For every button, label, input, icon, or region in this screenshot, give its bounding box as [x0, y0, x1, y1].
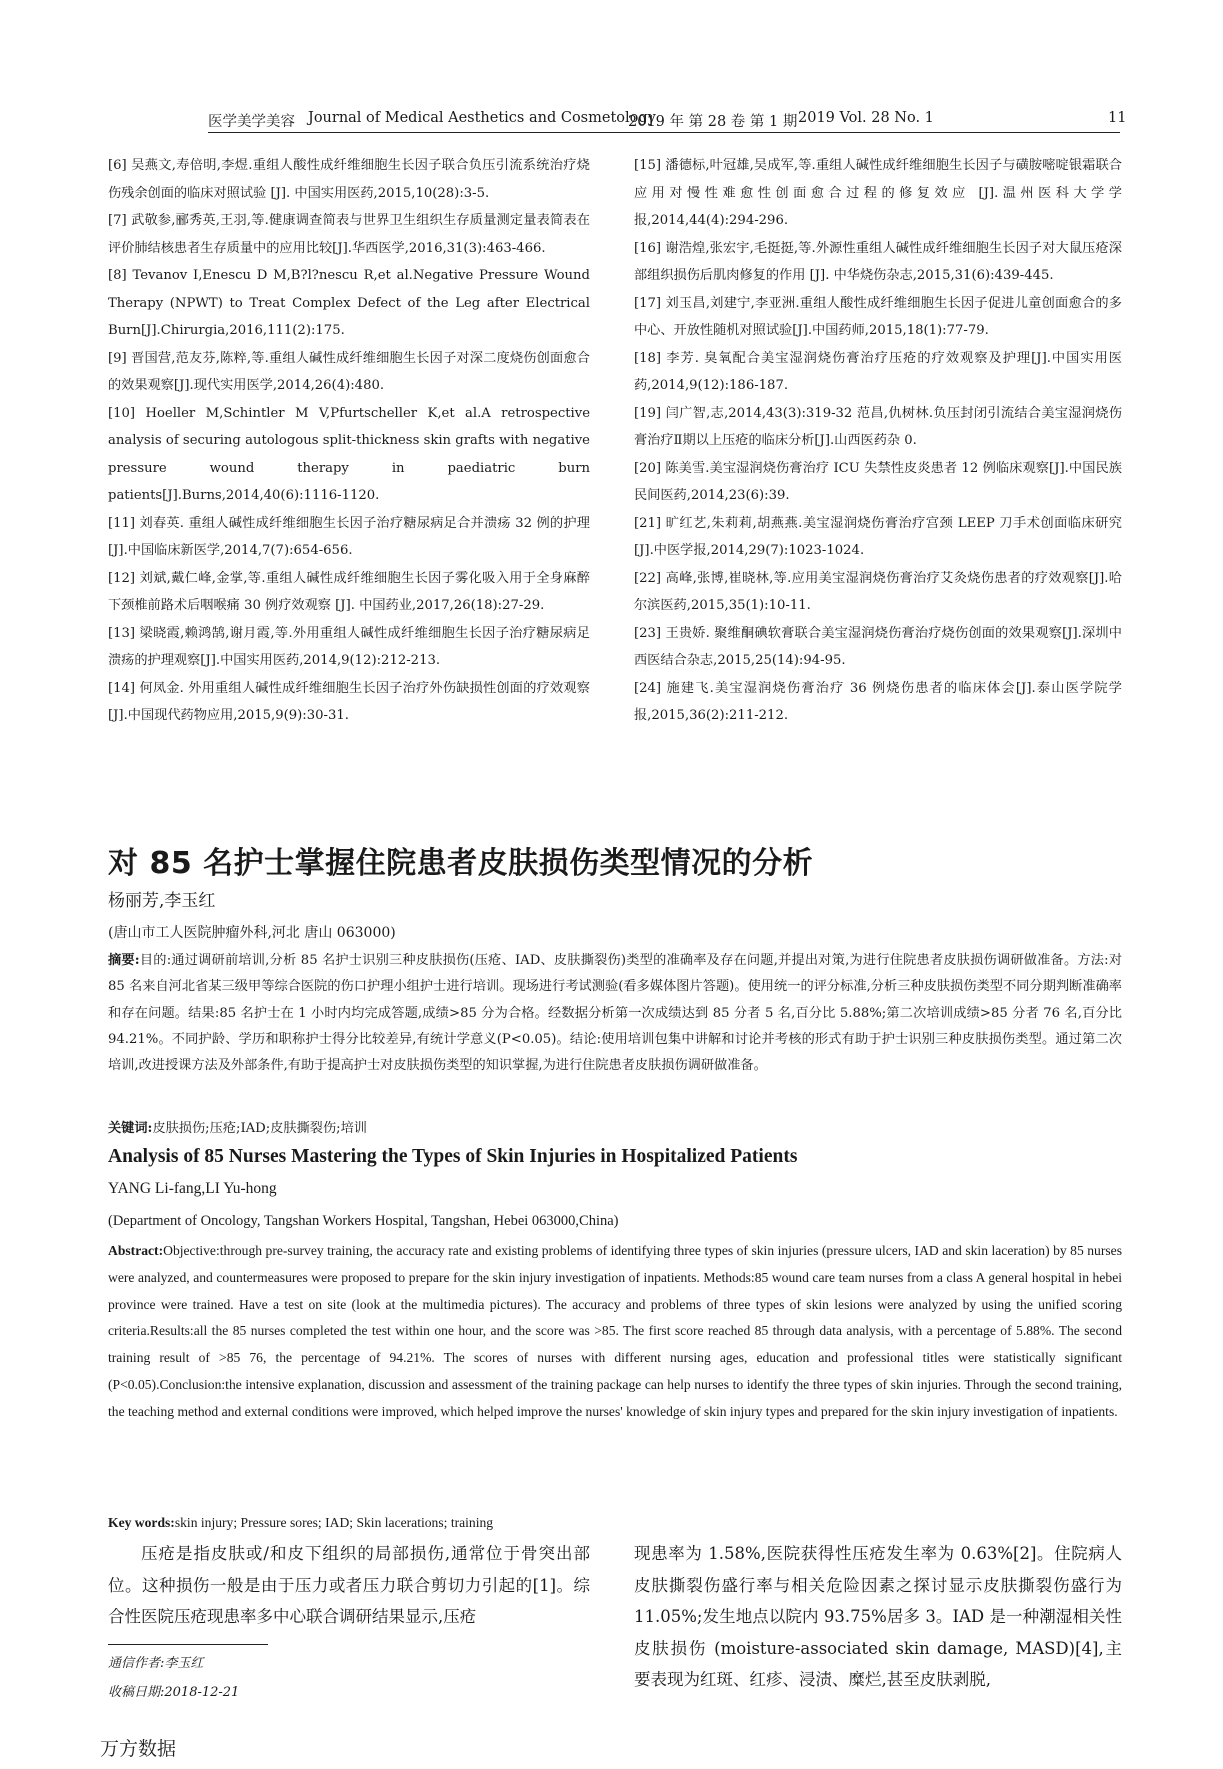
reference-item: [24] 施建飞.美宝湿润烧伤膏治疗 36 例烧伤患者的临床体会[J].泰山医学院学报,2015,36(2):211-212.	[634, 680, 1122, 723]
reference-item: [10] Hoeller M,Schintler M V,Pfurtscheller K,et al.A retrospective analysis of securing autologous split-thickness skin grafts with negative pressure wound therapy in paediatric burn patients[J].Burns,2014,40(6):1116-1120.	[108, 405, 590, 503]
reference-item: [8] Tevanov I,Enescu D M,B?l?nescu R,et al.Negative Pressure Wound Therapy (NPWT) to Treat Complex Defect of the Leg after Electrical Burn[J].Chirurgia,2016,111(2):175.	[108, 268, 590, 338]
corresponding-author-note: 通信作者:李玉红	[108, 1656, 204, 1671]
reference-item: [21] 旷红艺,朱莉莉,胡燕燕.美宝湿润烧伤膏治疗宫颈 LEEP 刀手术创面临床研究[J].中医学报,2014,29(7):1023-1024.	[634, 515, 1122, 558]
reference-item: [22] 高峰,张博,崔晓林,等.应用美宝湿润烧伤膏治疗艾灸烧伤患者的疗效观察[J].哈尔滨医药,2015,35(1):10-11.	[634, 570, 1122, 613]
reference-item: [16] 谢浩煌,张宏宇,毛挺挺,等.外源性重组人碱性成纤维细胞生长因子对大鼠压疮深部组织损伤后肌肉修复的作用 [J]. 中华烧伤杂志,2015,31(6):439-445.	[634, 240, 1122, 283]
affiliation-cn: (唐山市工人医院肿瘤外科,河北 唐山 063000)	[108, 925, 396, 941]
abstract-text-en: Objective:through pre-survey training, the accuracy rate and existing problems of identifying three types of skin injuries (pressure ulcers, IAD and skin laceration) by 85 nurses were analyzed, and countermeasures were proposed to prepare for the skin injury investigation of inpatients. Methods:85 wound care team nurses from a class A general hospital in hebei province were trained. Have a test on site (look at the multimedia pictures). The accuracy and problems of three types of skin lesions were analyzed by using the unified scoring criteria.Results:all the 85 nurses completed the test within one hour, and the score was >85. The first score reached 85 through data analysis, with a percentage of 5.88%. The second training result of >85 76, the percentage of 94.21%. The scores of nurses with different nursing ages, education and professional titles were statistically significant (P<0.05).Conclusion:the intensive explanation, discussion and assessment of the training package can help nurses to identify the three types of skin injuries. Through the second training, the teaching method and external conditions were improved, which helped improve the nurses' knowledge of skin injury types and prepared for the skin injury investigation of inpatients.	[108, 1243, 1122, 1419]
footnote-divider	[108, 1644, 268, 1645]
abstract-label-cn: 摘要:	[108, 953, 140, 968]
keywords-cn	[108, 1116, 1122, 1142]
reference-item: [11] 刘春英. 重组人碱性成纤维细胞生长因子治疗糖尿病足合并溃疡 32 例的护理[J].中国临床新医学,2014,7(7):654-656.	[108, 515, 590, 558]
reference-item: [17] 刘玉昌,刘建宁,李亚洲.重组人酸性成纤维细胞生长因子促进儿童创面愈合的多中心、开放性随机对照试验[J].中国药师,2015,18(1):77-79.	[634, 295, 1122, 338]
reference-item: [7] 武敬参,郦秀英,王羽,等.健康调查简表与世界卫生组织生存质量测定量表简表在评价肺结核患者生存质量中的应用比较[J].华西医学,2016,31(3):463-466.	[108, 213, 590, 256]
received-date-note: 收稿日期:2018-12-21	[108, 1685, 240, 1700]
abstract-label-en: Abstract:	[108, 1243, 164, 1258]
reference-item: [19] 闫广智,志,2014,43(3):319-32 范昌,仇树林.负压封闭引流结合美宝湿润烧伤膏治疗Ⅱ期以上压疮的临床分析[J].山西医药杂 0.	[634, 405, 1122, 448]
keywords-text-cn: 皮肤损伤;压疮;IAD;皮肤撕裂伤;培训	[152, 1121, 367, 1136]
body-text-left: 压疮是指皮肤或/和皮下组织的局部损伤,通常位于骨突出部位。这种损伤一般是由于压力或者压力联合剪切力引起的[1]。综合性医院压疮现患率多中心联合调研结果显示,压疮	[108, 1544, 590, 1626]
references-right-column	[634, 152, 1122, 730]
reference-item: [15] 潘德标,叶冠雄,吴成军,等.重组人碱性成纤维细胞生长因子与磺胺嘧啶银霜联合应用对慢性难愈性创面愈合过程的修复效应 [J].温州医科大学学报,2014,44(4):294-296.	[634, 158, 1122, 228]
references-left-column	[108, 152, 590, 730]
reference-item: [14] 何凤金. 外用重组人碱性成纤维细胞生长因子治疗外伤缺损性创面的疗效观察[J].中国现代药物应用,2015,9(9):30-31.	[108, 680, 590, 723]
journal-name-en: Journal of Medical Aesthetics and Cosmetology	[308, 110, 656, 126]
keywords-text-en: skin injury; Pressure sores; IAD; Skin lacerations; training	[174, 1515, 494, 1530]
authors-en: YANG Li-fang,LI Yu-hong	[108, 1180, 277, 1197]
abstract-en	[108, 1238, 1122, 1426]
reference-item: [12] 刘斌,戴仁峰,金掌,等.重组人碱性成纤维细胞生长因子雾化吸入用于全身麻醉下颈椎前路术后咽喉痛 30 例疗效观察 [J]. 中国药业,2017,26(18):27-29.	[108, 570, 590, 613]
body-text-right: 现患率为 1.58%,医院获得性压疮发生率为 0.63%[2]。住院病人皮肤撕裂伤盛行率与相关危险因素之探讨显示皮肤撕裂伤盛行为 11.05%;发生地点以院内 93.75%居多 3。IAD 是一种潮湿相关性皮肤损伤 (moisture-associated skin damage, MASD)[4],主要表现为红斑、红疹、浸渍、糜烂,甚至皮肤剥脱,	[634, 1544, 1122, 1689]
page-number: 11	[1108, 110, 1127, 126]
abstract-text-cn: 目的:通过调研前培训,分析 85 名护士识别三种皮肤损伤(压疮、IAD、皮肤撕裂伤)类型的准确率及存在问题,并提出对策,为进行住院患者皮肤损伤调研做准备。方法:对 85 名来自河北省某三级甲等综合医院的伤口护理小组护士进行培训。现场进行考试测验(看多媒体图片答题)。使用统一的评分标准,分析三种皮肤损伤类型不同分期判断准确率和存在问题。结果:85 名护士在 1 小时内均完成答题,成绩>85 分为合格。经数据分析第一次成绩达到 85 分者 5 名,百分比 5.88%;第二次培训成绩>85 分者 76 名,百分比 94.21%。不同护龄、学历和职称护士得分比较差异,有统计学意义(P<0.05)。结论:使用培训包集中讲解和讨论并考核的形式有助于护士识别三种皮肤损伤类型。通过第二次培训,改进授课方法及外部条件,有助于提高护士对皮肤损伤类型的知识掌握,为进行住院患者皮肤损伤调研做准备。	[108, 953, 1123, 1074]
keywords-label-en: Key words:	[108, 1515, 175, 1530]
reference-item: [23] 王贵娇. 聚维酮碘软膏联合美宝湿润烧伤膏治疗烧伤创面的效果观察[J].深圳中西医结合杂志,2015,25(14):94-95.	[634, 625, 1122, 668]
issue-en: 2019 Vol. 28 No. 1	[798, 110, 934, 126]
running-header	[208, 110, 1127, 133]
reference-item: [9] 晋国营,范友芬,陈粹,等.重组人碱性成纤维细胞生长因子对深二度烧伤创面愈合的效果观察[J].现代实用医学,2014,26(4):480.	[108, 350, 590, 393]
keywords-en	[108, 1510, 1122, 1536]
article-title-cn: 对 85 名护士掌握住院患者皮肤损伤类型情况的分析	[108, 846, 814, 881]
article-title-en: Analysis of 85 Nurses Mastering the Types of Skin Injuries in Hospitalized Patients	[108, 1146, 798, 1167]
authors-cn: 杨丽芳,李玉红	[108, 891, 216, 911]
keywords-label-cn: 关键词:	[108, 1121, 153, 1136]
abstract-cn	[108, 948, 1122, 1079]
wanfang-watermark: 万方数据	[100, 1738, 177, 1760]
reference-item: [20] 陈美雪.美宝湿润烧伤膏治疗 ICU 失禁性皮炎患者 12 例临床观察[J].中国民族民间医药,2014,23(6):39.	[634, 460, 1122, 503]
reference-item: [18] 李芳. 臭氧配合美宝湿润烧伤膏治疗压疮的疗效观察及护理[J].中国实用医药,2014,9(12):186-187.	[634, 350, 1122, 393]
reference-item: [6] 吴燕文,寿倍明,李煜.重组人酸性成纤维细胞生长因子联合负压引流系统治疗烧伤残余创面的临床对照试验 [J]. 中国实用医药,2015,10(28):3-5.	[108, 158, 590, 201]
reference-item: [13] 梁晓霞,赖鸿鹄,谢月霞,等.外用重组人碱性成纤维细胞生长因子治疗糖尿病足溃疡的护理观察[J].中国实用医药,2014,9(12):212-213.	[108, 625, 590, 668]
issue-cn: 2019 年 第 28 卷 第 1 期	[628, 114, 798, 130]
journal-name-cn: 医学美学美容	[208, 114, 295, 130]
affiliation-en: (Department of Oncology, Tangshan Workers Hospital, Tangshan, Hebei 063000,China)	[108, 1213, 619, 1229]
